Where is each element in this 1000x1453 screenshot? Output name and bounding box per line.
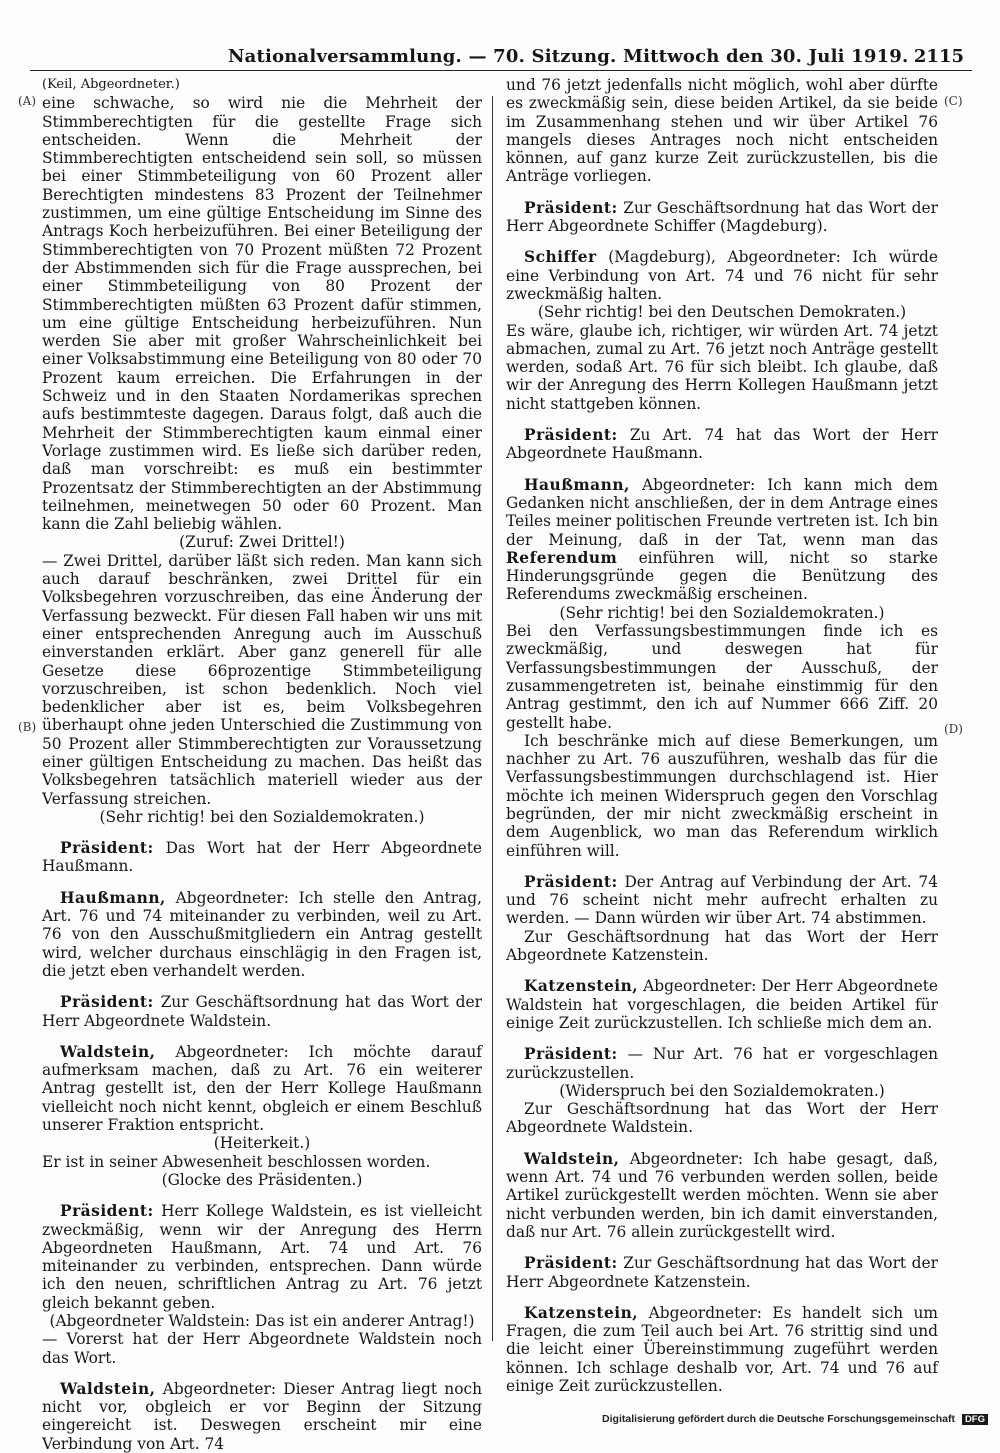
reaction: (Sehr richtig! bei den Sozialdemokraten.) [99, 807, 425, 826]
column-divider [492, 96, 493, 1341]
speech [506, 1254, 938, 1291]
speaker-name: Waldstein, [524, 1149, 620, 1168]
credit-text: Digitalisierung gefördert durch die Deutsche Forschungsgemeinschaft [602, 1413, 956, 1425]
speech-text: — Nur Art. 76 hat er vorgeschlagen zurückzustellen. [506, 1045, 938, 1082]
dfg-logo: DFG [962, 1414, 988, 1425]
paragraph: Zur Geschäftsordnung hat das Wort der Herr Abgeordnete Katzenstein. [506, 927, 938, 965]
speech-text: Abgeordneter: Der Herr Abgeordnete Waldstein hat vorgeschlagen, die beiden Artikel für einige Zeit zurückzustellen. Ich schließe mich dem an. [506, 977, 938, 1032]
paragraph: Bei den Verfassungsbestimmungen finde ich es zweckmäßig, und deswegen hat für Verfassungsbestimmungen der Ausschuß, der zusammengetreten ist, beinahe einstimmig für den Antrag gestimmt, den ich auf Nummer 666 Ziff. 20 gestellt habe. [506, 622, 938, 732]
reaction: (Sehr richtig! bei den Deutschen Demokraten.) [537, 303, 907, 322]
speech-text: Zur Geschäftsordnung hat das Wort der Herr Abgeordnete Schiffer (Magdeburg). [506, 198, 938, 236]
speaker-name: Präsident: [524, 198, 618, 217]
speech-text: Der Antrag auf Verbindung der Art. 74 und 76 scheint nicht mehr aufrecht erhalten zu werden. — Dann würden wir über Art. 74 abstimmen. [506, 872, 938, 928]
reaction: (Widerspruch bei den Sozialdemokraten.) [559, 1081, 885, 1100]
speech-text: Das Wort hat der Herr Abgeordnete Haußmann. [42, 839, 482, 876]
paragraph: Ich beschränke mich auf diese Bemerkungen, um nachher zu Art. 76 auszuführen, weshalb das für die Verfassungsbestimmungen durchschlagend ist. Hier möchte ich meinen Widerspruch gegen den Vorschlag begründen, der mir nicht zweckmäßig erscheint in dem Augenblick, wo man das Referendum wirklich einführen will. [506, 731, 938, 860]
speech-text: Abgeordneter: Ich kann mich dem Gedanken nicht anschließen, der in dem Antrage eines Teiles meiner politischen Freunde vertreten ist. Ich bin der Meinung, daß in der Tat, wenn man das [506, 475, 938, 549]
running-title: Nationalversammlung. — 70. Sitzung. Mittwoch den 30. Juli 1919. [228, 46, 909, 67]
speech [42, 839, 482, 876]
reaction: (Heiterkeit.) [213, 1134, 311, 1153]
paragraph: Zur Geschäftsordnung hat das Wort der Herr Abgeordnete Waldstein. [506, 1100, 938, 1137]
speaker-name: Haußmann, [60, 888, 166, 907]
speech [506, 248, 938, 303]
speech [42, 1380, 482, 1453]
paragraph: Es wäre, glaube ich, richtiger, wir würden Art. 74 jetzt abmachen, zumal zu Art. 76 jetzt noch Anträge gestellt werden, sodaß Art. 76 für sich bleibt. Ich glaube, daß wir der Anregung des Herrn Kollegen Haußmann jetzt nicht stattgeben können. [506, 321, 938, 413]
continued-speaker: (Keil, Abgeordneter.) [42, 77, 180, 92]
speech [42, 993, 482, 1030]
interjection: (Zuruf: Zwei Drittel!) [179, 533, 345, 552]
speech [42, 1202, 482, 1312]
page-header [30, 44, 972, 71]
reaction: (Glocke des Präsidenten.) [161, 1170, 363, 1189]
paragraph: — Vorerst hat der Herr Abgeordnete Waldstein noch das Wort. [42, 1330, 482, 1367]
speaker-name: Haußmann, [524, 475, 630, 494]
speaker-name: Waldstein, [60, 1042, 156, 1061]
speaker-name: Präsident: [524, 426, 618, 445]
speech-text: Zur Geschäftsordnung hat das Wort der Herr Abgeordnete Waldstein. [42, 993, 482, 1030]
speech [506, 873, 938, 928]
speaker-name: Präsident: [524, 872, 618, 891]
digitization-credit [602, 1413, 988, 1425]
interjection: (Abgeordneter Waldstein: Das ist ein anderer Antrag!) [49, 1312, 475, 1330]
speech-text: Herr Kollege Waldstein, es ist vielleicht zweckmäßig, wenn wir der Anregung des Herrn Abgeordneten Haußmann, Art. 74 und Art. 76 miteinander zu verbinden, entsprechen. Dann würde ich den neuen, schriftlichen Antrag zu Art. 76 jetzt gleich bekannt geben. [42, 1202, 482, 1312]
speaker-name: Schiffer [524, 248, 597, 267]
speaker-name: Waldstein, [60, 1379, 156, 1398]
speech-text: Abgeordneter: Ich habe gesagt, daß, wenn Art. 74 und 76 verbunden werden sollen, beide Artikel zurückgestellt werden möchten. Wenn sie aber nicht verbunden werden, bin ich damit einverstanden, daß nur Art. 76 allein zurückgestellt wird. [506, 1149, 938, 1241]
speech [506, 1045, 938, 1082]
speech-text: Abgeordneter: Ich möchte darauf aufmerksam machen, daß zu Art. 76 ein weiterer Antrag gestellt ist, den der Herr Kollege Haußmann vielleicht noch nicht kennt, obgleich er einem Beschluß unserer Fraktion entspricht. [42, 1042, 482, 1135]
speaker-name: Katzenstein, [524, 1303, 639, 1322]
speech [506, 199, 938, 236]
speech-text: Zur Geschäftsordnung hat das Wort der Herr Abgeordnete Katzenstein. [506, 1254, 938, 1291]
speech-text: Abgeordneter: Es handelt sich um Fragen, die zum Teil auch bei Art. 76 strittig sind und die leicht einer Übereinstimmung zugeführt werden können. Ich schlage deshalb vor, Art. 74 und 76 auf einige Zeit zurückzustellen. [506, 1303, 938, 1395]
speech-text: Abgeordneter: Dieser Antrag liegt noch nicht vor, obgleich er vor Beginn der Sitzung eingereicht ist. Deswegen erscheint mir eine Verbindung von Art. 74 [42, 1379, 482, 1453]
speaker-name: Katzenstein, [524, 977, 639, 996]
margin-mark-d: (D) [944, 722, 963, 736]
paragraph: Er ist in seiner Abwesenheit beschlossen worden. [42, 1152, 431, 1171]
speech [42, 889, 482, 980]
speaker-name: Präsident: [524, 1045, 618, 1064]
speech [506, 476, 938, 604]
speech [42, 1043, 482, 1134]
margin-mark-c: (C) [944, 94, 963, 108]
speaker-name: Präsident: [60, 839, 154, 858]
speaker-name: Präsident: [60, 1202, 154, 1221]
speech [506, 1150, 938, 1241]
margin-mark-b: (B) [18, 720, 37, 734]
paragraph: eine schwache, so wird nie die Mehrheit der Stimmberechtigten für die gestellte Frage sich entscheiden. Wenn die Mehrheit der Stimmberechtigten entscheidend sein soll, so müssen bei einer Stimmbeteiligung von 60 Prozent aller Berechtigten mindestens 83 Prozent der Teilnehmer zustimmen, um eine gültige Entscheidung im Sinne des Antrags Koch herbeizuführen. Bei einer Beteiligung der Stimmberechtigten von 70 Prozent müßten 72 Prozent der Abstimmenden sich für die Frage aussprechen, bei einer Stimmbeteiligung von 80 Prozent der Stimmberechtigten müßten 63 Prozent dafür stimmen, um eine gültige Entscheidung herbeizuführen. Nun werden Sie aber mit großer Wahrscheinlichkeit bei einer Volksabstimmung eine Beteiligung von 80 oder 70 Prozent kaum erreichen. Die Erfahrungen in der Schweiz und in den Staaten Nordamerikas sprechen aufs bestimmteste dagegen. Daraus folgt, daß auch die Mehrheit der Stimmberechtigten kaum einmal einer Vorlage zustimmen wird. Es ließe sich darüber reden, daß man vorschreibt: es muß ein bestimmter Prozentsatz der Stimmberechtigten an der Abstimmung teilnehmen, meinetwegen 50 oder 60 Prozent. Man kann die Zahl beliebig wählen. [42, 94, 482, 534]
page-number: 2115 [913, 46, 964, 67]
speaker-name: Präsident: [60, 993, 154, 1012]
right-column [506, 76, 938, 1395]
reaction: (Sehr richtig! bei den Sozialdemokraten.) [559, 603, 885, 622]
margin-mark-a: (A) [18, 94, 37, 108]
emphasized-term: Referendum [506, 548, 618, 567]
speech [506, 977, 938, 1032]
left-column [42, 76, 482, 1453]
speaker-name: Präsident: [524, 1254, 618, 1273]
speech-text: Abgeordneter: Ich stelle den Antrag, Art. 76 und 74 miteinander zu verbinden, weil zu Art. 76 von den Ausschußmitgliedern ein Antrag gestellt wird, welcher durchaus einschlägig in den Fragen ist, die jetzt eben verhandelt werden. [42, 888, 482, 980]
paragraph: und 76 jetzt jedenfalls nicht möglich, wohl aber dürfte es zweckmäßig sein, diese beiden Artikel, da sie beide im Zusammenhang stehen und wir über Artikel 76 mangels dieses Antrages noch nicht entscheiden können, auf ganz kurze Zeit zurückzustellen, bis die Anträge vorliegen. [506, 76, 938, 186]
paragraph: — Zwei Drittel, darüber läßt sich reden. Man kann sich auch darauf beschränken, zwei Drittel für ein Volksbegehren vorzuschreiben, das eine Änderung der Verfassung bezweckt. Für diesen Fall haben wir uns mit einer entsprechenden Anregung auch im Ausschuß einverstanden erklärt. Aber ganz generell für alle Gesetze diese 66prozentige Stimmbeteiligung vorzuschreiben, ist schon bedenklich. Noch viel bedenklicher aber ist es, beim Volksbegehren überhaupt ohne jeden Unterschied die Zustimmung von 50 Prozent aller Stimmberechtigten zur Voraussetzung einer gültigen Entscheidung zu machen. Das heißt das Volksbegehren tatsächlich materiell wieder aus der Verfassung streichen. [42, 551, 482, 808]
speech [506, 1304, 938, 1395]
speech-text: einführen will, nicht so starke Hinderungsgründe gegen die Benützung des Referendums zweckmäßig erscheinen. [506, 548, 938, 604]
speech-text: (Magdeburg), Abgeordneter: Ich würde eine Verbindung von Art. 74 und 76 nicht für sehr zweckmäßig halten. [506, 248, 938, 303]
speech-text: Zu Art. 74 hat das Wort der Herr Abgeordnete Haußmann. [506, 426, 938, 463]
speech [506, 426, 938, 463]
